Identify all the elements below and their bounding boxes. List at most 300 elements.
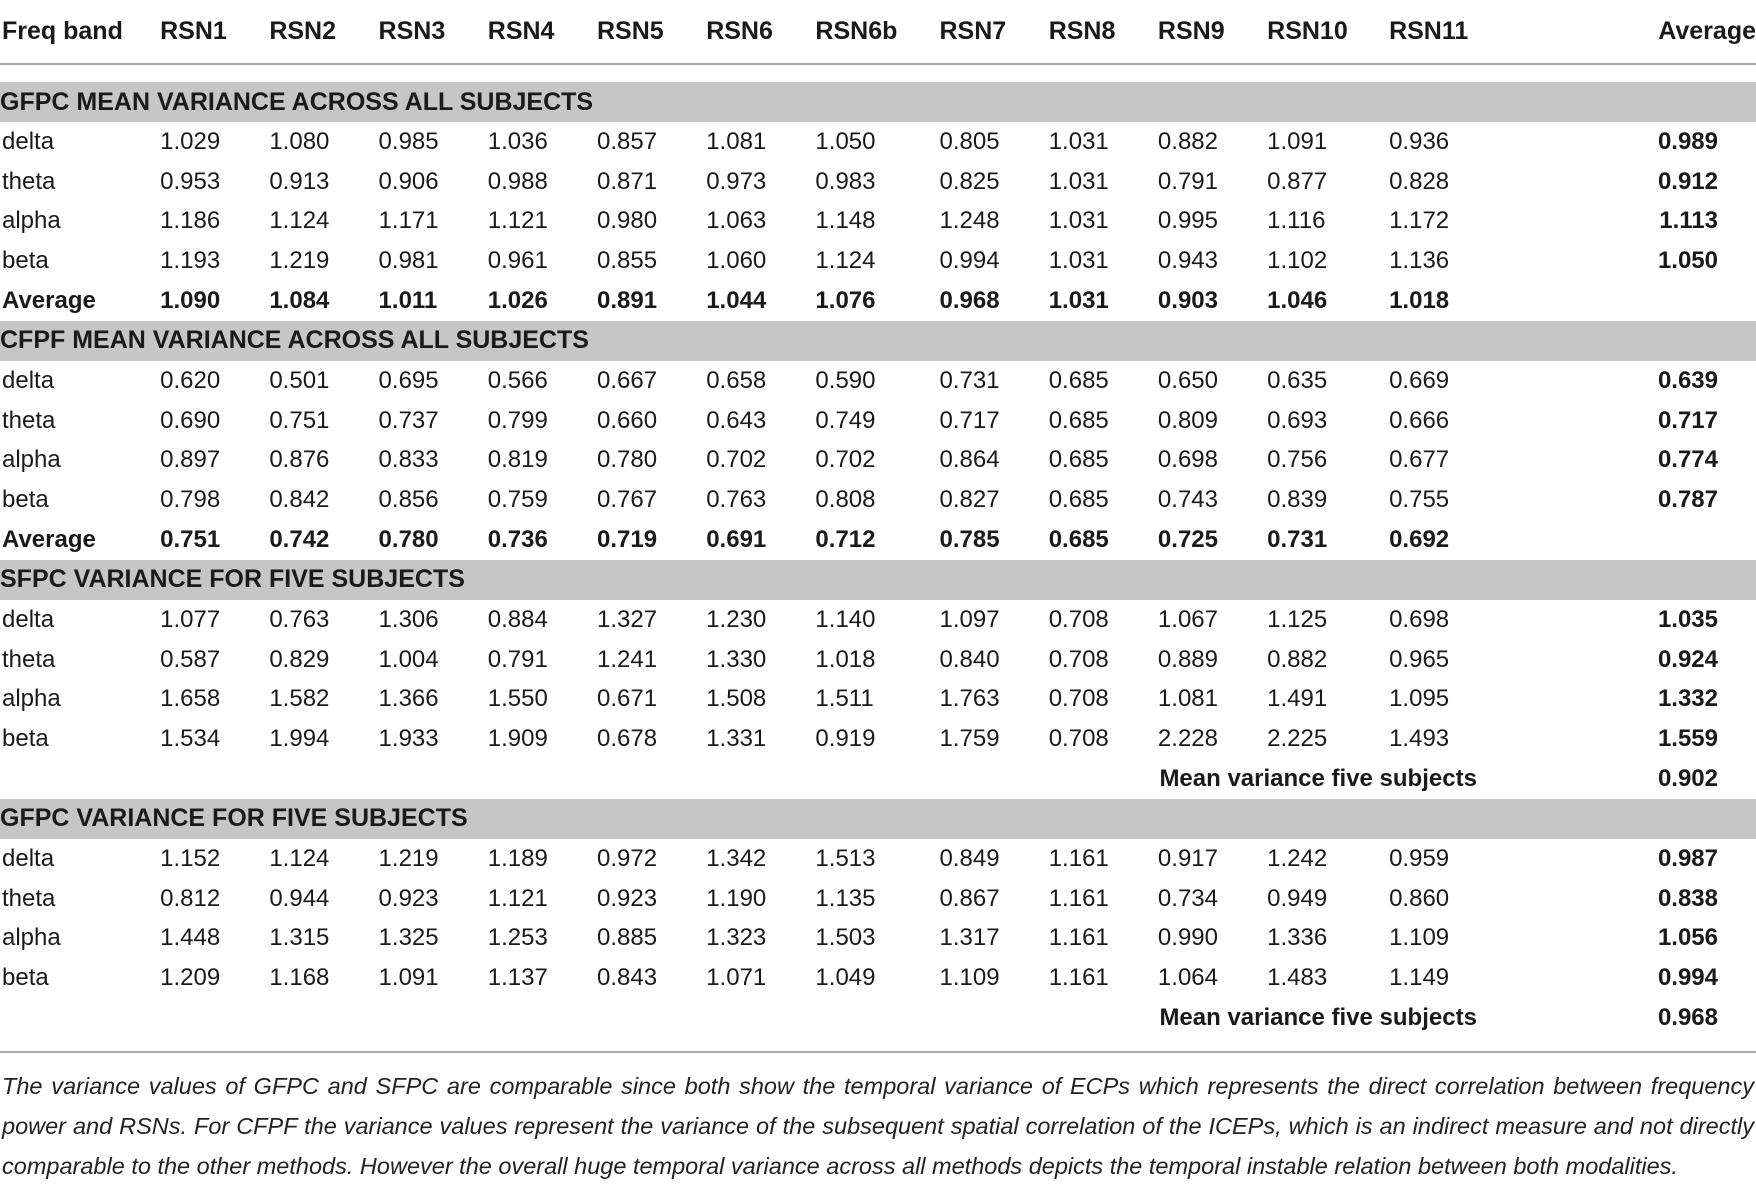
table-cell: 1.031: [1048, 127, 1109, 155]
table-cell: 0.825: [939, 167, 1000, 195]
column-average-cell: 1.011: [378, 287, 438, 315]
table-cell: 0.763: [706, 486, 767, 514]
table-cell: 0.827: [939, 486, 1000, 514]
table-cell: 0.685: [1048, 486, 1109, 514]
table-row: [0, 680, 1756, 720]
table-cell: 1.018: [815, 645, 876, 673]
table-cell: 1.219: [269, 247, 330, 275]
column-header-rsn: RSN2: [269, 0, 378, 64]
table-row: [0, 879, 1756, 919]
table-cell: 0.855: [596, 247, 658, 275]
table-cell: 0.708: [1048, 645, 1109, 673]
table-cell: 1.095: [1389, 685, 1450, 713]
table-cell: 0.650: [1157, 366, 1218, 394]
table-cell: 0.698: [1389, 605, 1450, 633]
column-average-cell: 0.692: [1389, 526, 1450, 554]
mean-variance-row: [0, 998, 1756, 1038]
column-average-row: [0, 520, 1756, 560]
table-cell: 0.660: [596, 406, 658, 434]
table-cell: 1.091: [1267, 127, 1328, 155]
freq-band-label: theta: [2, 645, 56, 673]
column-average-cell: 1.018: [1389, 287, 1450, 315]
freq-band-label: theta: [2, 406, 56, 434]
table-cell: 1.161: [1048, 964, 1109, 992]
table-cell: 0.923: [378, 884, 439, 912]
table-cell: 0.805: [939, 127, 1000, 155]
table-cell: 1.209: [160, 964, 221, 992]
table-row: [0, 600, 1756, 640]
table-cell: 0.876: [269, 446, 330, 474]
column-average-cell: 0.968: [939, 287, 1000, 315]
table-cell: 1.121: [487, 207, 548, 235]
column-header-rsn: RSN1: [160, 0, 269, 64]
row-average-cell: 1.559: [1657, 725, 1718, 753]
table-cell: 0.677: [1389, 446, 1450, 474]
table-cell: 1.582: [269, 685, 330, 713]
table-cell: 1.323: [706, 924, 767, 952]
table-row: [0, 480, 1756, 520]
table-cell: 1.161: [1048, 844, 1109, 872]
table-cell: 1.124: [815, 247, 876, 275]
table-cell: 0.839: [1267, 486, 1328, 514]
row-average-cell: 0.787: [1657, 486, 1718, 514]
table-cell: 1.763: [939, 685, 1000, 713]
table-cell: 1.241: [596, 645, 658, 673]
table-bottom-rule: [0, 1051, 1756, 1053]
table-cell: 0.590: [815, 366, 876, 394]
column-average-cell: 1.090: [160, 287, 221, 315]
table-cell: 1.081: [706, 127, 767, 155]
column-average-cell: 0.742: [269, 526, 330, 554]
table-cell: 1.091: [378, 964, 439, 992]
column-average-cell: 0.691: [706, 526, 767, 554]
row-average-cell: 0.717: [1657, 406, 1718, 434]
section-header-row: [0, 82, 1756, 122]
column-average-cell: 0.785: [939, 526, 1000, 554]
table-cell: 0.685: [1048, 366, 1109, 394]
table-cell: 0.897: [160, 446, 221, 474]
freq-band-label: delta: [2, 605, 55, 633]
table-cell: 0.708: [1048, 725, 1109, 753]
table-cell: 1.136: [1389, 247, 1450, 275]
table-row: [0, 202, 1756, 242]
table-cell: 1.064: [1157, 964, 1218, 992]
table-cell: 0.798: [160, 486, 221, 514]
table-cell: 0.767: [596, 486, 658, 514]
mean-variance-row: [0, 759, 1756, 799]
table-row: [0, 719, 1756, 759]
column-average-cell: 1.044: [706, 287, 767, 315]
table-cell: 0.666: [1389, 406, 1450, 434]
table-cell: 0.749: [815, 406, 876, 434]
section-header-row: [0, 321, 1756, 361]
column-header-rsn: RSN9: [1158, 0, 1267, 64]
average-label: Average: [2, 287, 96, 315]
table-cell: 1.049: [815, 964, 876, 992]
section-header-row: [0, 560, 1756, 600]
table-cell: 0.936: [1389, 127, 1450, 155]
table-cell: 1.306: [378, 605, 439, 633]
table-cell: 1.342: [706, 844, 767, 872]
table-cell: 0.953: [160, 167, 221, 195]
table-cell: 0.743: [1157, 486, 1218, 514]
table-cell: 1.031: [1048, 247, 1109, 275]
table-cell: 1.125: [1267, 605, 1328, 633]
table-cell: 1.503: [815, 924, 876, 952]
freq-band-label: alpha: [2, 207, 61, 235]
table-cell: 1.189: [487, 844, 548, 872]
table-cell: 1.186: [160, 207, 221, 235]
table-cell: 0.983: [815, 167, 876, 195]
table-cell: 0.751: [269, 406, 330, 434]
table-cell: 1.230: [706, 605, 767, 633]
mean-variance-label: Mean variance five subjects: [1159, 765, 1477, 793]
row-average-cell: 0.639: [1657, 366, 1718, 394]
freq-band-label: alpha: [2, 924, 61, 952]
table-cell: 1.161: [1048, 924, 1109, 952]
table-cell: 0.702: [706, 446, 767, 474]
table-cell: 0.667: [596, 366, 658, 394]
table-cell: 0.943: [1157, 247, 1218, 275]
table-cell: 0.882: [1267, 645, 1328, 673]
table-cell: 1.109: [1389, 924, 1450, 952]
table-cell: 1.031: [1048, 207, 1109, 235]
table-cell: 2.228: [1157, 725, 1218, 753]
column-average-cell: 0.891: [596, 287, 658, 315]
table-cell: 0.917: [1157, 844, 1218, 872]
spacer-row: [0, 64, 1756, 82]
table-cell: 1.004: [378, 645, 439, 673]
table-cell: 0.587: [160, 645, 221, 673]
table-row: [0, 441, 1756, 481]
freq-band-label: alpha: [2, 446, 61, 474]
table-cell: 0.994: [939, 247, 1000, 275]
table-cell: 1.036: [487, 127, 548, 155]
table-cell: 1.135: [815, 884, 876, 912]
section-header-row: [0, 799, 1756, 839]
column-header-rsn: RSN7: [939, 0, 1048, 64]
table-cell: 1.658: [160, 685, 221, 713]
table-cell: 0.990: [1157, 924, 1218, 952]
table-cell: 1.493: [1389, 725, 1450, 753]
row-average-cell: 0.774: [1657, 446, 1718, 474]
average-label: Average: [2, 526, 96, 554]
row-average-cell: 0.994: [1657, 964, 1718, 992]
column-header-rsn: RSN11: [1389, 0, 1527, 64]
column-average-cell: 0.736: [487, 526, 548, 554]
table-cell: 0.981: [378, 247, 439, 275]
table-cell: 0.889: [1157, 645, 1218, 673]
column-header-average: Average: [1527, 0, 1756, 64]
column-average-cell: 0.751: [160, 526, 221, 554]
table-cell: 0.809: [1157, 406, 1218, 434]
table-cell: 0.843: [596, 964, 658, 992]
table-cell: 0.856: [378, 486, 439, 514]
column-average-cell: 0.780: [378, 526, 439, 554]
table-cell: 0.995: [1157, 207, 1218, 235]
row-average-cell: 0.989: [1657, 127, 1718, 155]
freq-band-label: alpha: [2, 685, 61, 713]
table-cell: 0.708: [1048, 605, 1109, 633]
table-cell: 0.867: [939, 884, 1000, 912]
row-average-cell: 1.050: [1657, 247, 1718, 275]
table-cell: 1.168: [269, 964, 330, 992]
table-cell: 0.501: [269, 366, 330, 394]
table-cell: 1.060: [706, 247, 767, 275]
table-cell: 0.972: [596, 844, 658, 872]
table-cell: 2.225: [1267, 725, 1328, 753]
table-cell: 1.148: [815, 207, 876, 235]
table-cell: 0.877: [1267, 167, 1328, 195]
table-cell: 0.840: [939, 645, 1000, 673]
table-cell: 1.994: [269, 725, 330, 753]
freq-band-label: theta: [2, 167, 56, 195]
column-average-cell: 0.731: [1267, 526, 1328, 554]
table-cell: 1.124: [269, 844, 330, 872]
table-cell: 1.140: [815, 605, 876, 633]
table-cell: 1.161: [1048, 884, 1109, 912]
table-cell: 1.067: [1157, 605, 1218, 633]
table-cell: 1.193: [160, 247, 221, 275]
table-cell: 0.702: [815, 446, 876, 474]
table-cell: 1.336: [1267, 924, 1328, 952]
table-cell: 0.759: [487, 486, 548, 514]
table-cell: 0.799: [487, 406, 548, 434]
table-cell: 1.491: [1267, 685, 1328, 713]
table-cell: 0.791: [487, 645, 548, 673]
table-row: [0, 958, 1756, 998]
table-cell: 0.923: [596, 884, 658, 912]
row-average-cell: 0.912: [1657, 167, 1718, 195]
table-cell: 0.988: [487, 167, 548, 195]
table-row: [0, 640, 1756, 680]
table-row: [0, 361, 1756, 401]
table-cell: 1.759: [939, 725, 1000, 753]
section-title: SFPC VARIANCE FOR FIVE SUBJECTS: [0, 560, 1756, 600]
column-header-rsn: RSN10: [1267, 0, 1389, 64]
table-cell: 0.913: [269, 167, 330, 195]
column-average-cell: 1.084: [269, 287, 330, 315]
table-cell: 1.483: [1267, 964, 1328, 992]
table-cell: 1.172: [1389, 207, 1450, 235]
column-average-cell: 0.685: [1048, 526, 1109, 554]
table-cell: 0.829: [269, 645, 330, 673]
table-cell: 0.671: [596, 685, 658, 713]
column-header-rsn: RSN6: [706, 0, 815, 64]
table-cell: 1.071: [706, 964, 767, 992]
table-cell: 1.511: [815, 685, 874, 713]
table-body: [0, 64, 1756, 1038]
table-cell: 1.050: [815, 127, 876, 155]
table-cell: 1.190: [706, 884, 767, 912]
table-cell: 0.791: [1157, 167, 1218, 195]
table-cell: 1.109: [939, 964, 1000, 992]
table-cell: 0.620: [160, 366, 221, 394]
freq-band-label: delta: [2, 366, 55, 394]
row-average-cell: 0.838: [1657, 884, 1718, 912]
row-average-cell: 1.056: [1657, 924, 1718, 952]
table-cell: 0.828: [1389, 167, 1450, 195]
freq-band-label: beta: [2, 247, 49, 275]
table-cell: 1.534: [160, 725, 221, 753]
table-cell: 0.860: [1389, 884, 1450, 912]
table-cell: 1.116: [1267, 207, 1326, 235]
table-cell: 0.906: [378, 167, 439, 195]
table-cell: 0.857: [596, 127, 658, 155]
table-cell: 1.331: [706, 725, 767, 753]
table-cell: 0.833: [378, 446, 439, 474]
table-header-row: [0, 0, 1756, 64]
table-cell: 1.325: [378, 924, 439, 952]
table-cell: 1.327: [596, 605, 658, 633]
table-row: [0, 839, 1756, 879]
section-title: GFPC VARIANCE FOR FIVE SUBJECTS: [0, 799, 1756, 839]
table-cell: 0.884: [487, 605, 548, 633]
table-cell: 1.124: [269, 207, 330, 235]
mean-variance-value: 0.902: [1657, 765, 1718, 793]
row-average-cell: 1.035: [1657, 605, 1718, 633]
table-cell: 1.171: [378, 207, 439, 235]
table-cell: 0.685: [1048, 446, 1109, 474]
table-caption: The variance values of GFPC and SFPC are comparable since both show the temporal variance of ECPs which represents the direct correlation between frequency power and RSNs. For CFPF the variance values represent the variance of the subsequent spatial correlation of the ICEPs, which is an indirect measure and not directly comparable to the other methods. However the overall huge temporal variance across all methods depicts the temporal instable relation between both modalities.: [2, 1073, 1754, 1179]
section-title: GFPC MEAN VARIANCE ACROSS ALL SUBJECTS: [0, 82, 1756, 122]
table-cell: 1.330: [706, 645, 767, 673]
table-cell: 0.882: [1157, 127, 1218, 155]
column-header-rsn: RSN6b: [815, 0, 939, 64]
table-cell: 0.698: [1157, 446, 1218, 474]
column-header-rsn: RSN4: [488, 0, 597, 64]
table-cell: 0.871: [596, 167, 658, 195]
mean-variance-label: Mean variance five subjects: [1159, 1004, 1477, 1032]
table-row: [0, 919, 1756, 959]
table-cell: 0.635: [1267, 366, 1328, 394]
column-header-freq-band: Freq band: [0, 0, 160, 64]
table-cell: 1.102: [1267, 247, 1328, 275]
column-average-cell: 0.903: [1157, 287, 1218, 315]
table-cell: 0.685: [1048, 406, 1109, 434]
table-cell: 0.812: [160, 884, 221, 912]
table-cell: 1.031: [1048, 167, 1109, 195]
table-cell: 1.081: [1157, 685, 1218, 713]
table-cell: 0.734: [1157, 884, 1218, 912]
table-cell: 0.566: [487, 366, 548, 394]
table-cell: 1.080: [269, 127, 330, 155]
section-title: CFPF MEAN VARIANCE ACROSS ALL SUBJECTS: [0, 321, 1756, 361]
table-cell: 1.152: [160, 844, 221, 872]
empty-cell: [1527, 520, 1756, 560]
table-cell: 0.849: [939, 844, 1000, 872]
freq-band-label: delta: [2, 127, 55, 155]
table-cell: 0.959: [1389, 844, 1450, 872]
table-cell: 0.690: [160, 406, 221, 434]
table-cell: 1.219: [378, 844, 439, 872]
table-cell: 1.317: [939, 924, 1000, 952]
freq-band-label: beta: [2, 964, 49, 992]
column-average-cell: 0.712: [815, 526, 876, 554]
column-header-rsn: RSN3: [379, 0, 488, 64]
table-cell: 0.763: [269, 605, 330, 633]
table-cell: 1.448: [160, 924, 221, 952]
table-row: [0, 241, 1756, 281]
table-cell: 0.973: [706, 167, 767, 195]
table-cell: 1.097: [939, 605, 1000, 633]
freq-band-label: beta: [2, 486, 49, 514]
table-cell: 0.731: [939, 366, 1000, 394]
column-average-cell: 1.026: [487, 287, 548, 315]
column-average-cell: 1.046: [1267, 287, 1328, 315]
column-header-rsn: RSN8: [1049, 0, 1158, 64]
column-average-cell: 1.031: [1048, 287, 1109, 315]
table-cell: 1.242: [1267, 844, 1328, 872]
row-average-cell: 0.924: [1657, 645, 1718, 673]
table-row: [0, 122, 1756, 162]
table-cell: 0.980: [596, 207, 658, 235]
table-cell: 0.708: [1048, 685, 1109, 713]
table-cell: 1.077: [160, 605, 221, 633]
table-cell: 0.864: [939, 446, 1000, 474]
table-cell: 0.919: [815, 725, 876, 753]
table-cell: 0.985: [378, 127, 439, 155]
table-cell: 0.819: [487, 446, 548, 474]
table-cell: 0.693: [1267, 406, 1328, 434]
row-average-cell: 1.113: [1659, 207, 1718, 235]
spacer-cell: [0, 64, 1756, 82]
column-average-cell: 1.076: [815, 287, 876, 315]
table-cell: 0.885: [596, 924, 658, 952]
table-row: [0, 162, 1756, 202]
empty-cell: [1527, 281, 1756, 321]
table-cell: 0.643: [706, 406, 767, 434]
table-cell: 1.366: [378, 685, 439, 713]
table-cell: 1.253: [487, 924, 548, 952]
table-cell: 0.678: [596, 725, 658, 753]
table-cell: 0.808: [815, 486, 876, 514]
table-cell: 1.149: [1389, 964, 1450, 992]
table-cell: 0.780: [596, 446, 658, 474]
table-cell: 1.508: [706, 685, 767, 713]
table-cell: 0.755: [1389, 486, 1450, 514]
freq-band-label: beta: [2, 725, 49, 753]
table-cell: 1.137: [487, 964, 548, 992]
table-cell: 0.669: [1389, 366, 1450, 394]
row-average-cell: 0.987: [1657, 844, 1718, 872]
table-cell: 1.550: [487, 685, 548, 713]
table-cell: 0.756: [1267, 446, 1328, 474]
mean-variance-value: 0.968: [1657, 1004, 1718, 1032]
table-row: [0, 401, 1756, 441]
column-average-cell: 0.725: [1157, 526, 1218, 554]
table-cell: 0.695: [378, 366, 439, 394]
column-header-rsn: RSN5: [597, 0, 706, 64]
table-cell: 0.965: [1389, 645, 1450, 673]
table-cell: 0.658: [706, 366, 767, 394]
table-cell: 1.063: [706, 207, 767, 235]
table-cell: 0.949: [1267, 884, 1328, 912]
table-cell: 1.029: [160, 127, 221, 155]
freq-band-label: theta: [2, 884, 56, 912]
row-average-cell: 1.332: [1657, 685, 1718, 713]
table-cell: 1.909: [487, 725, 548, 753]
freq-band-label: delta: [2, 844, 55, 872]
table-cell: 0.717: [939, 406, 1000, 434]
table-cell: 1.315: [269, 924, 330, 952]
table-cell: 0.842: [269, 486, 330, 514]
column-average-row: [0, 281, 1756, 321]
table-cell: 1.248: [939, 207, 1000, 235]
table-cell: 1.513: [815, 844, 876, 872]
table-cell: 0.961: [487, 247, 548, 275]
table-cell: 0.737: [378, 406, 439, 434]
